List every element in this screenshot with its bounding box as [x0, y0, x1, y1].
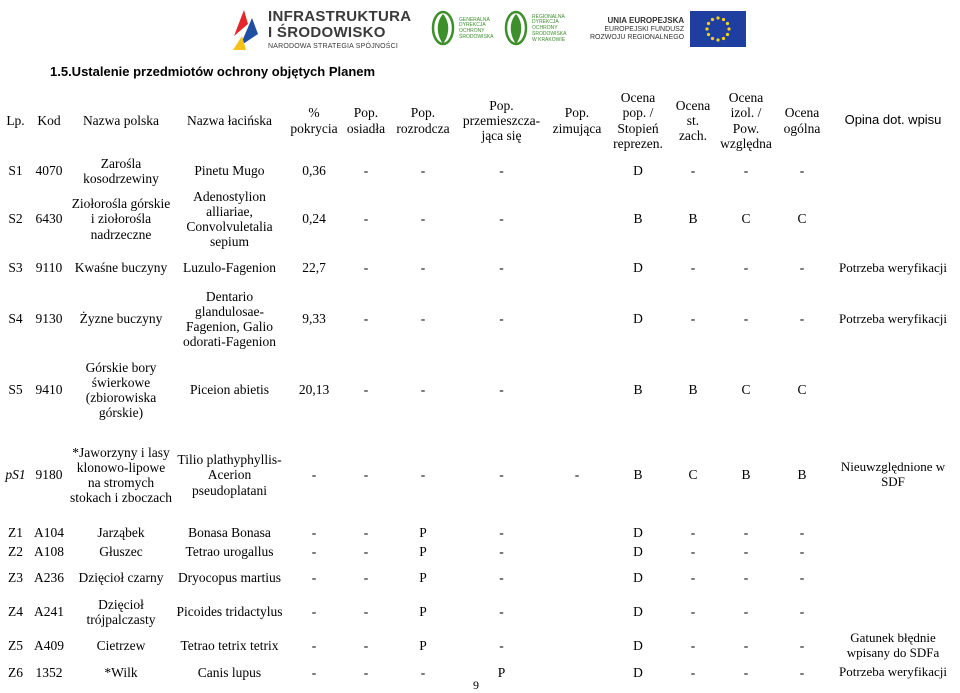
- cell-kod: 4070: [35, 163, 63, 179]
- cell-ocena-ogolna: -: [799, 543, 805, 559]
- cell-nazwa-polska: Górskie bory świerkowe (zbiorowiska górskie): [85, 359, 157, 421]
- cell-nazwa-lacinska: Luzulo-Fagenion: [183, 260, 276, 276]
- cell-ocena-st: -: [690, 311, 696, 327]
- header-ocena-pop-l2: pop. /: [622, 105, 654, 121]
- cell-nazwa-lacinska: Tetrao tetrix tetrix: [180, 638, 279, 654]
- cell-ocena-pop: D: [633, 543, 643, 559]
- cell-ocena-izol: -: [743, 543, 749, 559]
- cell-rozrodcza: P: [419, 543, 427, 559]
- header-nazwa-lacinska: Nazwa łacińska: [186, 112, 273, 128]
- header-ocena-izol: [716, 86, 776, 155]
- header-rozrodcza: [391, 86, 455, 155]
- infra-logo-line1: INFRASTRUKTURA: [268, 7, 412, 25]
- header-kod: Kod: [37, 112, 61, 128]
- cell-rozrodcza: P: [419, 638, 427, 654]
- gdos-logo-text: GENERALNA DYREKCJA OCHRONY ŚRODOWISKA: [459, 16, 494, 40]
- eu-flag-icon: [690, 11, 746, 47]
- cell-rozrodcza: -: [420, 467, 426, 483]
- cell-osiadla: -: [363, 543, 369, 559]
- cell-kod: 1352: [35, 664, 63, 680]
- cell-rozrodcza: P: [419, 524, 427, 540]
- cell-ocena-pop: B: [633, 382, 643, 398]
- cell-ocena-st: B: [688, 211, 698, 227]
- cell-przemieszczajaca: -: [499, 467, 504, 483]
- table-row: [3, 187, 958, 251]
- cell-nazwa-polska: Dzięcioł czarny: [78, 570, 164, 586]
- cell-nazwa-lacinska: Bonasa Bonasa: [188, 524, 271, 540]
- cell-zimujaca: [548, 353, 606, 427]
- cell-nazwa-polska: Dzięcioł trójpalczasty: [86, 596, 156, 627]
- cell-zimujaca: [548, 155, 606, 187]
- cell-ocena-izol: -: [743, 570, 749, 586]
- cell-lp: Z5: [8, 638, 23, 654]
- cell-ocena-pop: B: [633, 211, 643, 227]
- cell-nazwa-polska: *Wilk: [104, 664, 138, 680]
- gdos-leaf-icon: [430, 6, 456, 52]
- cell-nazwa-polska: Głuszec: [99, 543, 143, 559]
- cell-nazwa-polska: Żyzne buczyny: [79, 311, 163, 327]
- cell-ocena-izol: B: [741, 467, 751, 483]
- cell-ocena-ogolna: -: [799, 664, 805, 680]
- cell-ocena-ogolna: C: [797, 382, 807, 398]
- infrastruktura-logo: [232, 2, 411, 56]
- cell-nazwa-lacinska: Pinetu Mugo: [194, 163, 265, 179]
- cell-zimujaca: [548, 542, 606, 561]
- infra-logo-line2: I ŚRODOWISKO: [268, 23, 386, 41]
- cell-kod: 9180: [35, 467, 63, 483]
- cell-kod: A108: [34, 543, 64, 559]
- cell-kod: 9410: [35, 382, 63, 398]
- header-ocena-pop-l4: reprezen.: [613, 135, 663, 151]
- header-ocena-pop: [606, 86, 670, 155]
- header-zim-l1: Pop.: [564, 105, 590, 121]
- cell-ocena-izol: -: [743, 524, 749, 540]
- cell-ocena-st: -: [690, 163, 696, 179]
- header-ocena-izol-l3: Pow.: [732, 120, 760, 136]
- protection-objects-table: [3, 86, 958, 682]
- eu-logo-line3: ROZWOJU REGIONALNEGO: [590, 33, 685, 41]
- cell-osiadla: -: [363, 604, 369, 620]
- cell-zimujaca: [548, 285, 606, 353]
- header-ocena-izol-l4: względna: [720, 135, 772, 151]
- infrastruktura-flag-icon: [232, 6, 260, 52]
- cell-rozrodcza: -: [420, 260, 426, 276]
- table-row: [3, 561, 958, 595]
- cell-rozrodcza: -: [420, 211, 426, 227]
- cell-nazwa-lacinska: Tilio plathyphyllis-Acerion pseudoplatani: [177, 452, 282, 498]
- infra-logo-line3: NARODOWA STRATEGIA SPÓJNOŚCI: [268, 42, 399, 50]
- cell-przemieszczajaca: -: [499, 211, 504, 227]
- cell-nazwa-lacinska: Dryocopus martius: [177, 570, 282, 586]
- header-ocena-ogolna: [776, 86, 828, 155]
- cell-opinia: [828, 523, 958, 542]
- header-pokrycia-l1: %: [308, 105, 320, 121]
- header-ocena-st-l2: st.: [686, 112, 700, 128]
- cell-nazwa-lacinska: Canis lupus: [197, 664, 262, 680]
- table-row: [3, 353, 958, 427]
- cell-lp: Z2: [8, 543, 23, 559]
- cell-kod: A409: [34, 638, 64, 654]
- cell-opinia: [828, 155, 958, 187]
- eu-logo: [590, 2, 746, 56]
- cell-ocena-ogolna: -: [799, 604, 805, 620]
- cell-rozrodcza: -: [420, 163, 426, 179]
- cell-pokrycia: 0,24: [302, 211, 326, 227]
- table-header-row: [3, 86, 958, 155]
- eu-logo-line2: EUROPEJSKI FUNDUSZ: [604, 25, 685, 33]
- cell-zimujaca: [548, 561, 606, 595]
- cell-lp: S1: [8, 163, 23, 179]
- cell-ocena-izol: -: [743, 163, 749, 179]
- cell-osiadla: -: [363, 311, 369, 327]
- cell-ocena-pop: D: [633, 311, 643, 327]
- cell-rozrodcza: -: [420, 382, 426, 398]
- cell-zimujaca: [548, 595, 606, 629]
- cell-opinia: [828, 595, 958, 629]
- cell-pokrycia: -: [311, 604, 317, 620]
- cell-ocena-ogolna: B: [797, 467, 807, 483]
- cell-zimujaca: [548, 663, 606, 682]
- cell-kod: 6430: [35, 211, 63, 227]
- cell-ocena-pop: D: [633, 604, 643, 620]
- cell-ocena-st: C: [688, 467, 698, 483]
- header-przemieszczajaca: [455, 86, 548, 155]
- cell-ocena-izol: -: [743, 638, 749, 654]
- cell-zimujaca: [548, 629, 606, 663]
- header-ocena-og-l2: ogólna: [783, 120, 821, 136]
- cell-lp: pS1: [5, 467, 26, 483]
- header-przem-l3: jąca się: [481, 128, 522, 144]
- cell-nazwa-polska: Kwaśne buczyny: [74, 260, 168, 276]
- table-row: [3, 523, 958, 542]
- cell-ocena-izol: -: [743, 260, 749, 276]
- cell-osiadla: -: [363, 163, 369, 179]
- cell-opinia: [828, 187, 958, 251]
- cell-osiadla: -: [363, 467, 369, 483]
- header-ocena-izol-l1: Ocena: [728, 90, 764, 106]
- cell-przemieszczajaca: P: [497, 664, 506, 680]
- cell-ocena-st: -: [690, 664, 696, 680]
- cell-ocena-pop: D: [633, 570, 643, 586]
- table-row: [3, 629, 958, 663]
- header-rozrodcza-l2: rozrodcza: [396, 120, 450, 136]
- cell-opinia: Potrzeba weryfikacji: [839, 310, 947, 326]
- cell-lp: Z3: [8, 570, 23, 586]
- cell-pokrycia: -: [311, 638, 317, 654]
- cell-lp: Z1: [8, 524, 23, 540]
- cell-nazwa-polska: *Jaworzyny i lasy klonowo-lipowe na stromych stokach i zboczach: [70, 444, 172, 506]
- cell-pokrycia: 22,7: [302, 260, 326, 276]
- header-ocena-st: [670, 86, 716, 155]
- cell-opinia: [828, 353, 958, 427]
- cell-osiadla: -: [363, 211, 369, 227]
- header-ocena-pop-l3: Stopień: [617, 120, 659, 136]
- header-zim-l2: zimująca: [552, 120, 602, 136]
- eu-logo-line1: UNIA EUROPEJSKA: [607, 16, 685, 26]
- cell-ocena-st: -: [690, 260, 696, 276]
- header-zimujaca: [548, 86, 606, 155]
- cell-przemieszczajaca: -: [499, 638, 504, 654]
- cell-ocena-pop: D: [633, 638, 643, 654]
- cell-osiadla: -: [363, 664, 369, 680]
- header-osiadla: [341, 86, 391, 155]
- cell-ocena-izol: -: [743, 311, 749, 327]
- cell-przemieszczajaca: -: [499, 543, 504, 559]
- cell-osiadla: -: [363, 638, 369, 654]
- cell-kod: 9130: [35, 311, 63, 327]
- cell-opinia: [828, 561, 958, 595]
- cell-przemieszczajaca: -: [499, 382, 504, 398]
- table-row: [3, 542, 958, 561]
- cell-osiadla: -: [363, 570, 369, 586]
- cell-ocena-st: -: [690, 543, 696, 559]
- header-rozrodcza-l1: Pop.: [410, 105, 436, 121]
- header-osiadla-l2: osiadła: [346, 120, 386, 136]
- cell-nazwa-lacinska: Piceion abietis: [189, 382, 270, 398]
- cell-opinia: [828, 542, 958, 561]
- table-row: [3, 155, 958, 187]
- cell-nazwa-polska: Ziołorośla górskie i ziołorośla nadrzeczne: [71, 196, 171, 242]
- header-nazwa-polska: Nazwa polska: [82, 112, 160, 128]
- cell-zimujaca: [548, 251, 606, 285]
- cell-pokrycia: -: [311, 524, 317, 540]
- table-row: [3, 595, 958, 629]
- header-pokrycia: [287, 86, 341, 155]
- cell-zimujaca: [548, 523, 606, 542]
- cell-przemieszczajaca: -: [499, 604, 504, 620]
- cell-ocena-st: B: [688, 382, 698, 398]
- cell-ocena-pop: D: [633, 524, 643, 540]
- cell-nazwa-lacinska: Tetrao urogallus: [185, 543, 274, 559]
- section-heading: 1.5.Ustalenie przedmiotów ochrony objętych Planem: [50, 64, 376, 79]
- cell-nazwa-polska: Jarząbek: [97, 524, 145, 540]
- cell-osiadla: -: [363, 524, 369, 540]
- cell-lp: S2: [8, 211, 23, 227]
- cell-przemieszczajaca: -: [499, 260, 504, 276]
- header-logos: [0, 0, 960, 60]
- header-ocena-pop-l1: Ocena: [620, 90, 656, 106]
- cell-nazwa-lacinska: Adenostylion alliariae, Convolvuletalia sepium: [186, 188, 273, 250]
- cell-pokrycia: 9,33: [302, 311, 326, 327]
- table-row: [3, 663, 958, 682]
- header-ocena-izol-l2: izol. /: [730, 105, 762, 121]
- cell-ocena-st: -: [690, 638, 696, 654]
- cell-ocena-pop: D: [633, 664, 643, 680]
- cell-kod: A236: [34, 570, 64, 586]
- cell-kod: 9110: [35, 260, 63, 276]
- header-ocena-st-l1: Ocena: [675, 97, 711, 113]
- cell-ocena-ogolna: C: [797, 211, 807, 227]
- cell-opinia: Gatunek błędnie wpisany do SDFa: [846, 630, 940, 660]
- header-pokrycia-l2: pokrycia: [290, 120, 338, 136]
- cell-zimujaca: [548, 187, 606, 251]
- cell-przemieszczajaca: -: [499, 570, 504, 586]
- cell-przemieszczajaca: -: [499, 311, 504, 327]
- cell-ocena-izol: C: [741, 211, 751, 227]
- cell-rozrodcza: P: [419, 570, 427, 586]
- header-osiadla-l1: Pop.: [353, 105, 379, 121]
- cell-ocena-ogolna: -: [799, 524, 805, 540]
- cell-ocena-pop: D: [633, 260, 643, 276]
- cell-ocena-ogolna: -: [799, 163, 805, 179]
- cell-lp: S5: [8, 382, 23, 398]
- cell-osiadla: -: [363, 260, 369, 276]
- cell-opinia: Potrzeba weryfikacji: [839, 259, 947, 275]
- cell-pokrycia: -: [311, 543, 317, 559]
- cell-ocena-ogolna: -: [799, 570, 805, 586]
- cell-nazwa-lacinska: Dentario glandulosae-Fagenion, Galio odorati-Fagenion: [183, 288, 276, 350]
- table-row: [3, 251, 958, 285]
- cell-ocena-ogolna: -: [799, 638, 805, 654]
- cell-pokrycia: 0,36: [302, 163, 326, 179]
- cell-ocena-st: -: [690, 524, 696, 540]
- cell-pokrycia: 20,13: [298, 382, 330, 398]
- cell-przemieszczajaca: -: [499, 163, 504, 179]
- header-przem-l1: Pop.: [489, 97, 514, 113]
- cell-ocena-pop: D: [633, 163, 643, 179]
- page-number: 9: [473, 678, 479, 692]
- cell-ocena-izol: -: [743, 664, 749, 680]
- gdos-logo: [430, 2, 495, 56]
- header-ocena-og-l1: Ocena: [784, 105, 820, 121]
- cell-ocena-pop: B: [633, 467, 643, 483]
- table-row: [3, 427, 958, 523]
- rdos-leaf-icon: [503, 6, 529, 52]
- cell-rozrodcza: P: [419, 604, 427, 620]
- cell-opinia: Nieuwzględnione w SDF: [840, 459, 946, 489]
- rdos-logo: [503, 2, 568, 56]
- cell-zimujaca: -: [574, 467, 580, 483]
- rdos-logo-text: REGIONALNA DYREKCJA OCHRONY ŚRODOWISKA W KRAKOWIE: [532, 13, 567, 43]
- cell-nazwa-lacinska: Picoides tridactylus: [176, 604, 283, 620]
- cell-ocena-ogolna: -: [799, 311, 805, 327]
- header-przem-l2: przemieszcza-: [462, 112, 541, 128]
- cell-lp: S3: [8, 260, 23, 276]
- cell-lp: Z6: [8, 664, 23, 680]
- cell-kod: A241: [34, 604, 64, 620]
- cell-rozrodcza: -: [420, 311, 426, 327]
- cell-nazwa-polska: Zarośla kosodrzewiny: [83, 155, 159, 186]
- table-row: [3, 285, 958, 353]
- cell-rozrodcza: -: [420, 664, 426, 680]
- cell-opinia: Potrzeba weryfikacji: [839, 664, 947, 680]
- cell-ocena-ogolna: -: [799, 260, 805, 276]
- cell-osiadla: -: [363, 382, 369, 398]
- cell-przemieszczajaca: -: [499, 524, 504, 540]
- cell-kod: A104: [34, 524, 64, 540]
- cell-ocena-izol: C: [741, 382, 751, 398]
- cell-pokrycia: -: [311, 570, 317, 586]
- cell-lp: S4: [8, 311, 23, 327]
- cell-lp: Z4: [8, 604, 23, 620]
- header-opinia: Opina dot. wpisu: [844, 112, 942, 128]
- cell-ocena-st: -: [690, 604, 696, 620]
- cell-ocena-izol: -: [743, 604, 749, 620]
- cell-pokrycia: -: [311, 664, 317, 680]
- cell-nazwa-polska: Cietrzew: [96, 638, 146, 654]
- cell-ocena-st: -: [690, 570, 696, 586]
- header-ocena-st-l3: zach.: [678, 128, 708, 144]
- header-lp: Lp.: [6, 112, 25, 128]
- cell-pokrycia: -: [311, 467, 317, 483]
